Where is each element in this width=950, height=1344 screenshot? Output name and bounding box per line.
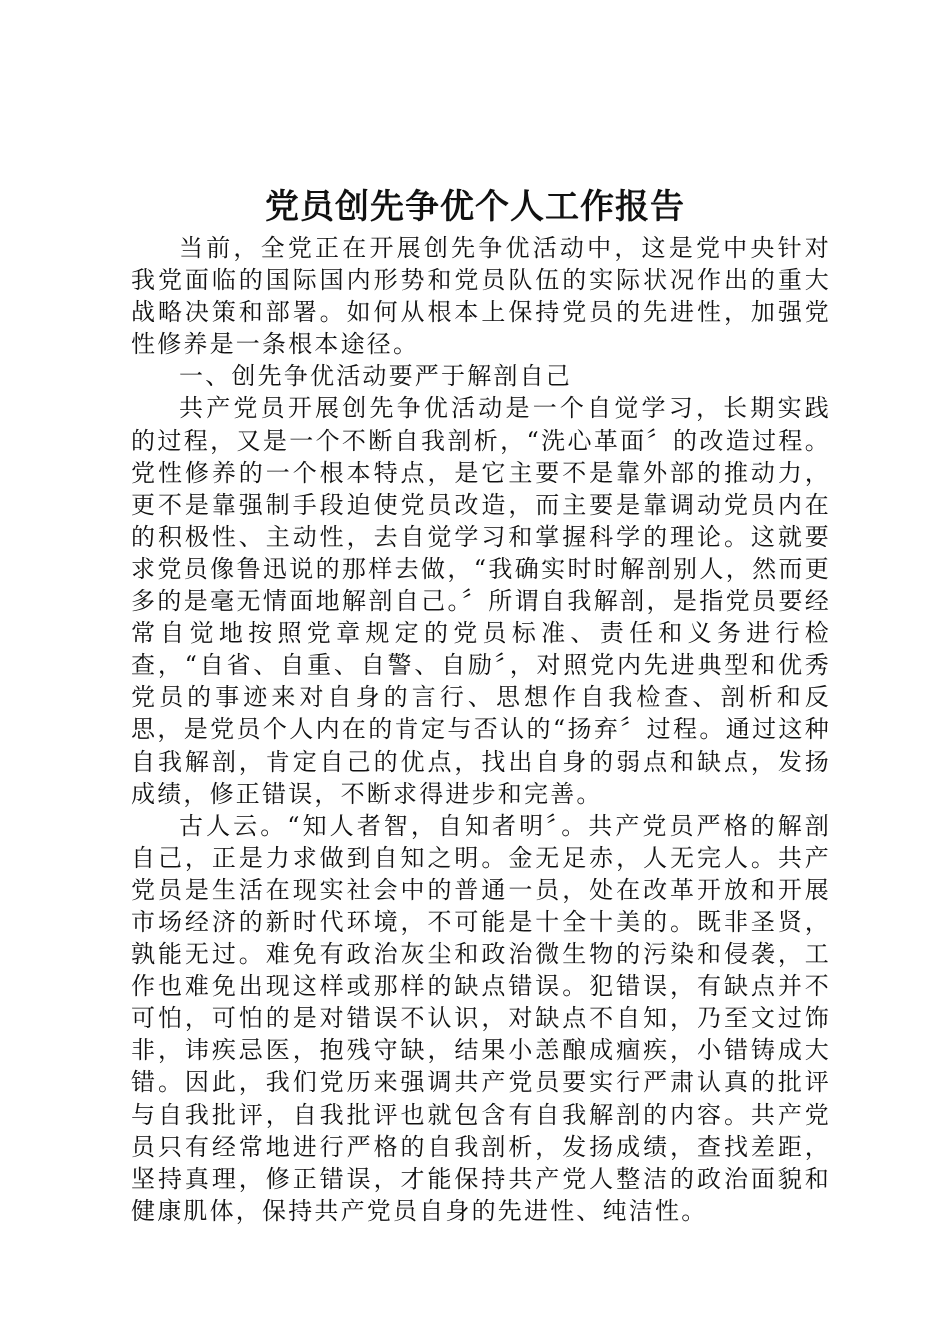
body-paragraph: 古人云。“知人者智，自知者明〞。共产党员严格的解剖自己，正是力求做到自知之明。金无足赤，人无完人。共产党员是生活在现实社会中的普通一员，处在改革开放和开展市场经济的新时代环境，不可能是十全十美的。既非圣贤，孰能无过。难免有政治灰尘和政治微生物的污染和侵袭，工作也难免出现这样或那样的缺点错误。犯错误，有缺点并不可怕，可怕的是对错误不认识，对缺点不自知，乃至文过饰非，讳疾忌医，抱残守缺，结果小恙酿成痼疾，小错铸成大错。因此，我们党历来强调共产党员要实行严肃认真的批评与自我批评，自我批评也就包含有自我解剖的内容。共产党员只有经常地进行严格的自我剖析，发扬成绩，查找差距，坚持真理，修正错误，才能保持共产党人整洁的政治面貌和健康肌体，保持共产党员自身的先进性、纯洁性。 bbox=[131, 811, 831, 1225]
section-heading: 一、创先争优活动要严于解剖自己 bbox=[179, 362, 572, 391]
body-paragraph: 共产党员开展创先争优活动是一个自觉学习，长期实践的过程，又是一个不断自我剖析，“洗心革面〞的改造过程。党性修养的一个根本特点，是它主要不是靠外部的推动力，更不是靠强制手段迫使党员改造，而主要是靠调动党员内在的积极性、主动性，去自觉学习和掌握科学的理论。这就要求党员像鲁迅说的那样去做，“我确实时时解剖别人，然而更多的是毫无情面地解剖自己。〞所谓自我解剖，是指党员要经常自觉地按照党章规定的党员标准、责任和义务进行检查，“自省、自重、自警、自励〞，对照党内先进典型和优秀党员的事迹来对自身的言行、思想作自我检查、剖析和反思，是党员个人内在的肯定与否认的“扬弃〞过程。通过这种自我解剖，肯定自己的优点，找出自身的弱点和缺点，发扬成绩，修正错误，不断求得进步和完善。 bbox=[131, 394, 831, 808]
document-body bbox=[131, 232, 831, 1227]
document-title: 党员创先争优个人工作报告 bbox=[265, 187, 685, 227]
intro-paragraph: 当前，全党正在开展创先争优活动中，这是党中央针对我党面临的国际国内形势和党员队伍的实际状况作出的重大战略决策和部署。如何从根本上保持党员的先进性，加强党性修养是一条根本途径。 bbox=[131, 234, 831, 359]
